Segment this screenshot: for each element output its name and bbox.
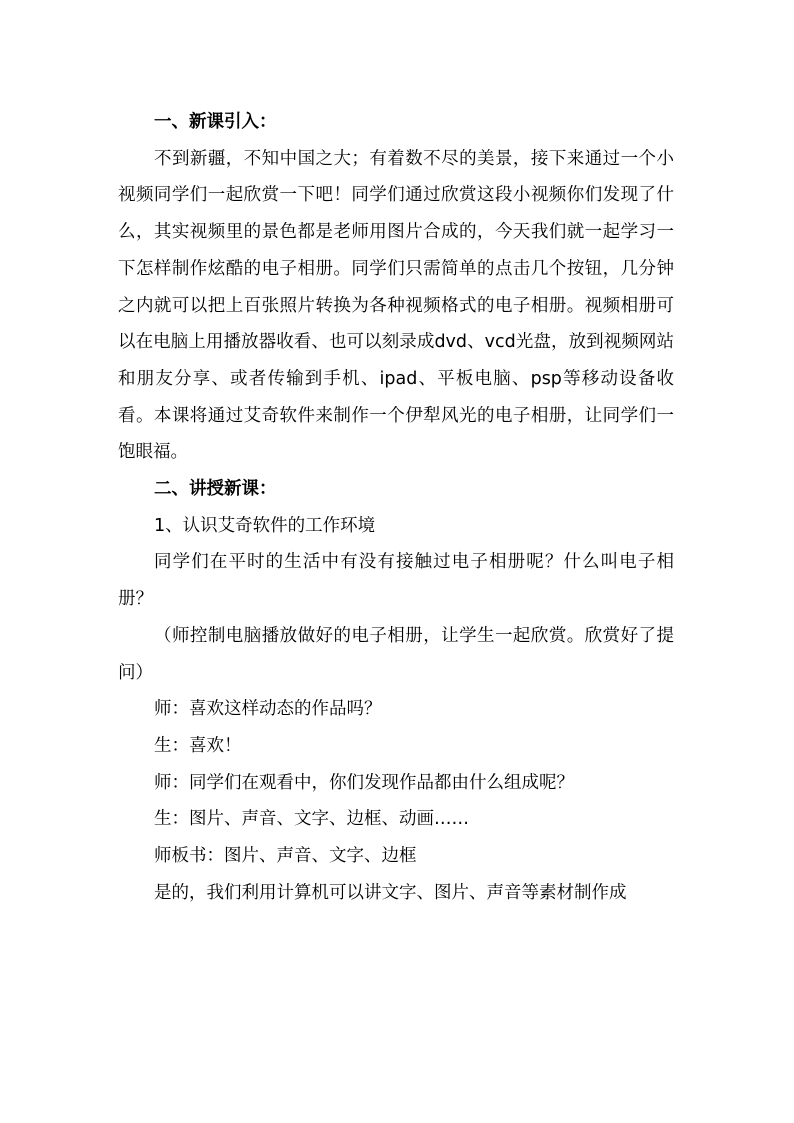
- intro-paragraph: 不到新疆，不知中国之大；有着数不尽的美景，接下来通过一个小视频同学们一起欣赏一下吧！同学们通过欣赏这段小视频你们发现了什么，其实视频里的景色都是老师用图片合成的，今天我们就一起学习一下怎样制作炫酷的电子相册。同学们只需简单的点击几个按钮，几分钟之内就可以把上百张照片转换为各种视频格式的电子相册。视频相册可以在电脑上用播放器收看、也可以刻录成dvd、vcd光盘，放到视频网站和朋友分享、或者传输到手机、ipad、平板电脑、psp等移动设备收看。本课将通过艾奇软件来制作一个伊犁风光的电子相册，让同学们一饱眼福。: [118, 148, 674, 463]
- dialogue-line-student-2: 生：图片、声音、文字、边框、动画……: [154, 809, 469, 830]
- document-body: [118, 104, 674, 911]
- dialogue-line-student-1: 生：喜欢！: [154, 735, 242, 756]
- dialogue-line-teacher-1: 师：喜欢这样动态的作品吗？: [154, 699, 382, 720]
- dialogue-line-teacher-2: 师：同学们在观看中，你们发现作品都由什么组成呢？: [154, 772, 574, 793]
- question-paragraph: 同学们在平时的生活中有没有接触过电子相册呢？什么叫电子相册？: [118, 552, 674, 610]
- blackboard-note: 师板书：图片、声音、文字、边框: [154, 846, 417, 867]
- closing-paragraph: 是的，我们利用计算机可以讲文字、图片、声音等素材制作成: [154, 882, 627, 903]
- teacher-action-note: （师控制电脑播放做好的电子相册，让学生一起欣赏。欣赏好了提问）: [118, 625, 674, 683]
- subsection-heading-environment: 1、认识艾奇软件的工作环境: [154, 515, 376, 536]
- section-heading-intro: 一、新课引入：: [154, 112, 277, 132]
- section-heading-teaching: 二、讲授新课：: [154, 479, 277, 500]
